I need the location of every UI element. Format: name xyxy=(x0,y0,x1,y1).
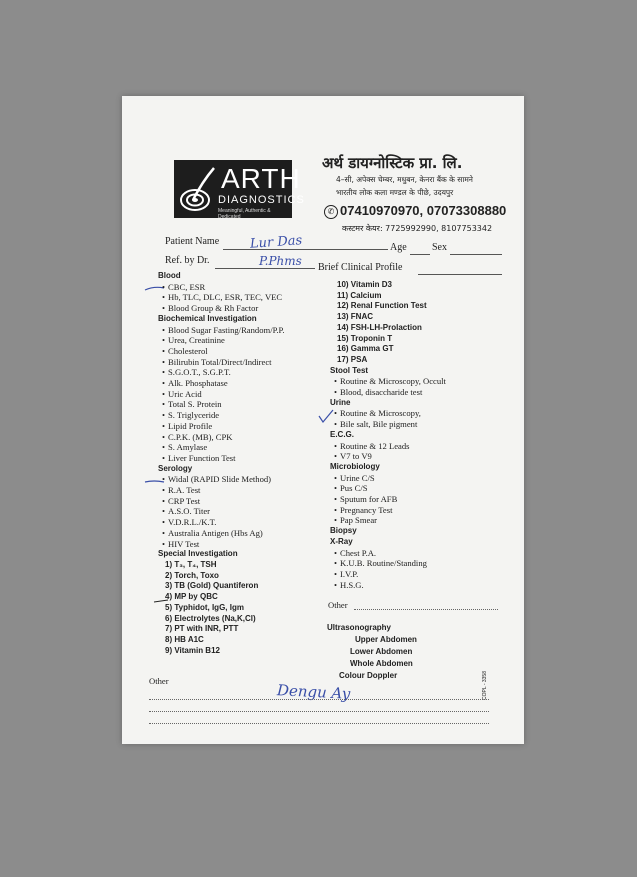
brief-clinical-label: Brief Clinical Profile xyxy=(318,262,403,273)
test-item: • Alk. Phosphatase xyxy=(158,378,285,389)
test-item: • Pregnancy Test xyxy=(330,505,446,516)
test-item: 16) Gamma GT xyxy=(337,344,394,354)
test-item: 1) T₃, T₄, TSH xyxy=(165,559,217,569)
other-label-left: Other xyxy=(149,676,169,686)
address-line-2: भारतीय लोक कला मण्डल के पीछे, उदयपुर xyxy=(336,188,454,197)
arth-logo xyxy=(174,160,305,220)
test-item: • Routine & Microscopy, xyxy=(330,408,446,419)
test-item: • Bile salt, Bile pigment xyxy=(330,419,446,430)
logo-swirl-icon xyxy=(178,166,218,214)
test-item: 7) PT with INR, PTT xyxy=(165,624,239,634)
test-item: • Australia Antigen (Hbs Ag) xyxy=(158,528,285,539)
requisition-form xyxy=(122,96,524,744)
test-item: • Total S. Protein xyxy=(158,399,285,410)
address-line-1: 4–सी, अपेक्स चेम्बर, मधुबन, केनरा बैंक के सामने xyxy=(336,175,473,184)
test-item: 5) Typhidot, IgG, Igm xyxy=(165,602,244,612)
section-heading: Biopsy xyxy=(330,526,357,536)
test-item: 13) FNAC xyxy=(337,312,374,322)
section-heading: Urine xyxy=(330,397,351,407)
test-item: • HIV Test xyxy=(158,539,285,550)
sex-line xyxy=(450,254,502,255)
usg-colour-doppler: Colour Doppler xyxy=(339,671,398,680)
test-item: 14) FSH-LH-Prolaction xyxy=(337,322,422,332)
handwritten-doctor: P.Phms xyxy=(259,254,302,268)
handwritten-patient-name: Lur Das xyxy=(249,233,303,252)
test-item: • C.P.K. (MB), CPK xyxy=(158,432,285,443)
other-label-right: Other xyxy=(328,600,348,610)
test-item: • V7 to V9 xyxy=(330,451,446,462)
age-line xyxy=(410,254,430,255)
test-item: • Blood Group & Rh Factor xyxy=(158,303,285,314)
test-item: 12) Renal Function Test xyxy=(337,301,427,311)
test-item: • Bilirubin Total/Direct/Indirect xyxy=(158,357,285,368)
test-item: • Chest P.A. xyxy=(330,548,446,559)
test-item: 6) Electrolytes (Na,K,Cl) xyxy=(165,613,256,623)
test-item: • H.S.G. xyxy=(330,580,446,591)
test-item: • A.S.O. Titer xyxy=(158,506,285,517)
test-item: • Hb, TLC, DLC, ESR, TEC, VEC xyxy=(158,292,285,303)
section-heading: Special Investigation xyxy=(158,549,238,559)
logo-text: ARTH xyxy=(221,163,301,194)
test-item: 8) HB A1C xyxy=(165,634,204,644)
test-item: 15) Troponin T xyxy=(337,333,393,343)
phone-numbers: 07410970970, 07073308880 xyxy=(340,203,507,218)
brief-clinical-line xyxy=(418,274,502,275)
handwritten-note: Dengu Ay xyxy=(276,681,351,703)
section-heading: Microbiology xyxy=(330,461,380,471)
test-item: 2) Torch, Toxo xyxy=(165,570,219,580)
test-item: • Blood, disaccharide test xyxy=(330,387,446,398)
test-item: • S.G.O.T., S.G.P.T. xyxy=(158,367,285,378)
test-item: • Sputum for AFB xyxy=(330,494,446,505)
other-line-1 xyxy=(149,699,489,700)
test-item: • I.V.P. xyxy=(330,569,446,580)
phone-icon: ✆ xyxy=(324,205,338,219)
test-item: • Widal (RAPID Slide Method) xyxy=(158,474,285,485)
test-item: 4) MP by QBC xyxy=(165,592,218,602)
test-item: • V.D.R.L./K.T. xyxy=(158,517,285,528)
tests-left-column xyxy=(158,271,285,656)
form-code-stamp: COPL - 3358 xyxy=(482,671,488,700)
ultrasonography-heading: Ultrasonography xyxy=(327,623,392,632)
test-item: • Pus C/S xyxy=(330,483,446,494)
logo-subtitle: DIAGNOSTICS xyxy=(218,194,305,206)
test-item: • Blood Sugar Fasting/Random/P.P. xyxy=(158,325,285,336)
other-line-right xyxy=(354,609,498,610)
test-item: • Lipid Profile xyxy=(158,421,285,432)
section-heading: E.C.G. xyxy=(330,429,355,439)
test-item: • CBC, ESR xyxy=(158,282,285,293)
section-heading: Stool Test xyxy=(330,365,369,375)
section-heading: Blood xyxy=(158,271,181,280)
test-item: • R.A. Test xyxy=(158,485,285,496)
section-heading: Serology xyxy=(158,463,193,473)
sex-label: Sex xyxy=(432,242,447,253)
test-item: • Routine & 12 Leads xyxy=(330,441,446,452)
section-heading: Biochemical Investigation xyxy=(158,313,257,323)
test-item: • K.U.B. Routine/Standing xyxy=(330,558,446,569)
section-heading: X-Ray xyxy=(330,536,353,546)
usg-lower-abdomen: Lower Abdomen xyxy=(350,647,413,656)
test-item: 3) TB (Gold) Quantiferon xyxy=(165,581,259,591)
test-item: • CRP Test xyxy=(158,496,285,507)
patient-name-line xyxy=(223,249,388,250)
test-item: • Urine C/S xyxy=(330,473,446,484)
usg-upper-abdomen: Upper Abdomen xyxy=(355,635,417,644)
test-item: • Uric Acid xyxy=(158,389,285,400)
test-item: 9) Vitamin B12 xyxy=(165,645,220,655)
test-item: • S. Amylase xyxy=(158,442,285,453)
ref-by-line xyxy=(215,268,315,269)
test-item: 10) Vitamin D3 xyxy=(337,280,392,289)
test-item: • S. Triglyceride xyxy=(158,410,285,421)
other-line-2 xyxy=(149,711,489,712)
test-item: • Pap Smear xyxy=(330,515,446,526)
logo-tagline: Meaningful, Authentic & Dedicated xyxy=(218,208,271,220)
patient-name-label: Patient Name xyxy=(165,236,220,247)
test-item: 11) Calcium xyxy=(337,290,382,300)
customer-care: कस्टमर केयर: 7725992990, 8107753342 xyxy=(342,224,493,233)
ref-by-label: Ref. by Dr. xyxy=(165,255,210,266)
test-item: 17) PSA xyxy=(337,354,368,364)
company-name-hindi: अर्थ डायग्नोस्टिक प्रा. लि. xyxy=(322,154,463,172)
test-item: • Cholesterol xyxy=(158,346,285,357)
other-line-3 xyxy=(149,723,489,724)
test-item: • Routine & Microscopy, Occult xyxy=(330,376,446,387)
tests-right-column xyxy=(330,280,446,590)
age-label: Age xyxy=(390,242,407,253)
test-item: • Urea, Creatinine xyxy=(158,335,285,346)
usg-whole-abdomen: Whole Abdomen xyxy=(350,659,413,668)
test-item: • Liver Function Test xyxy=(158,453,285,464)
